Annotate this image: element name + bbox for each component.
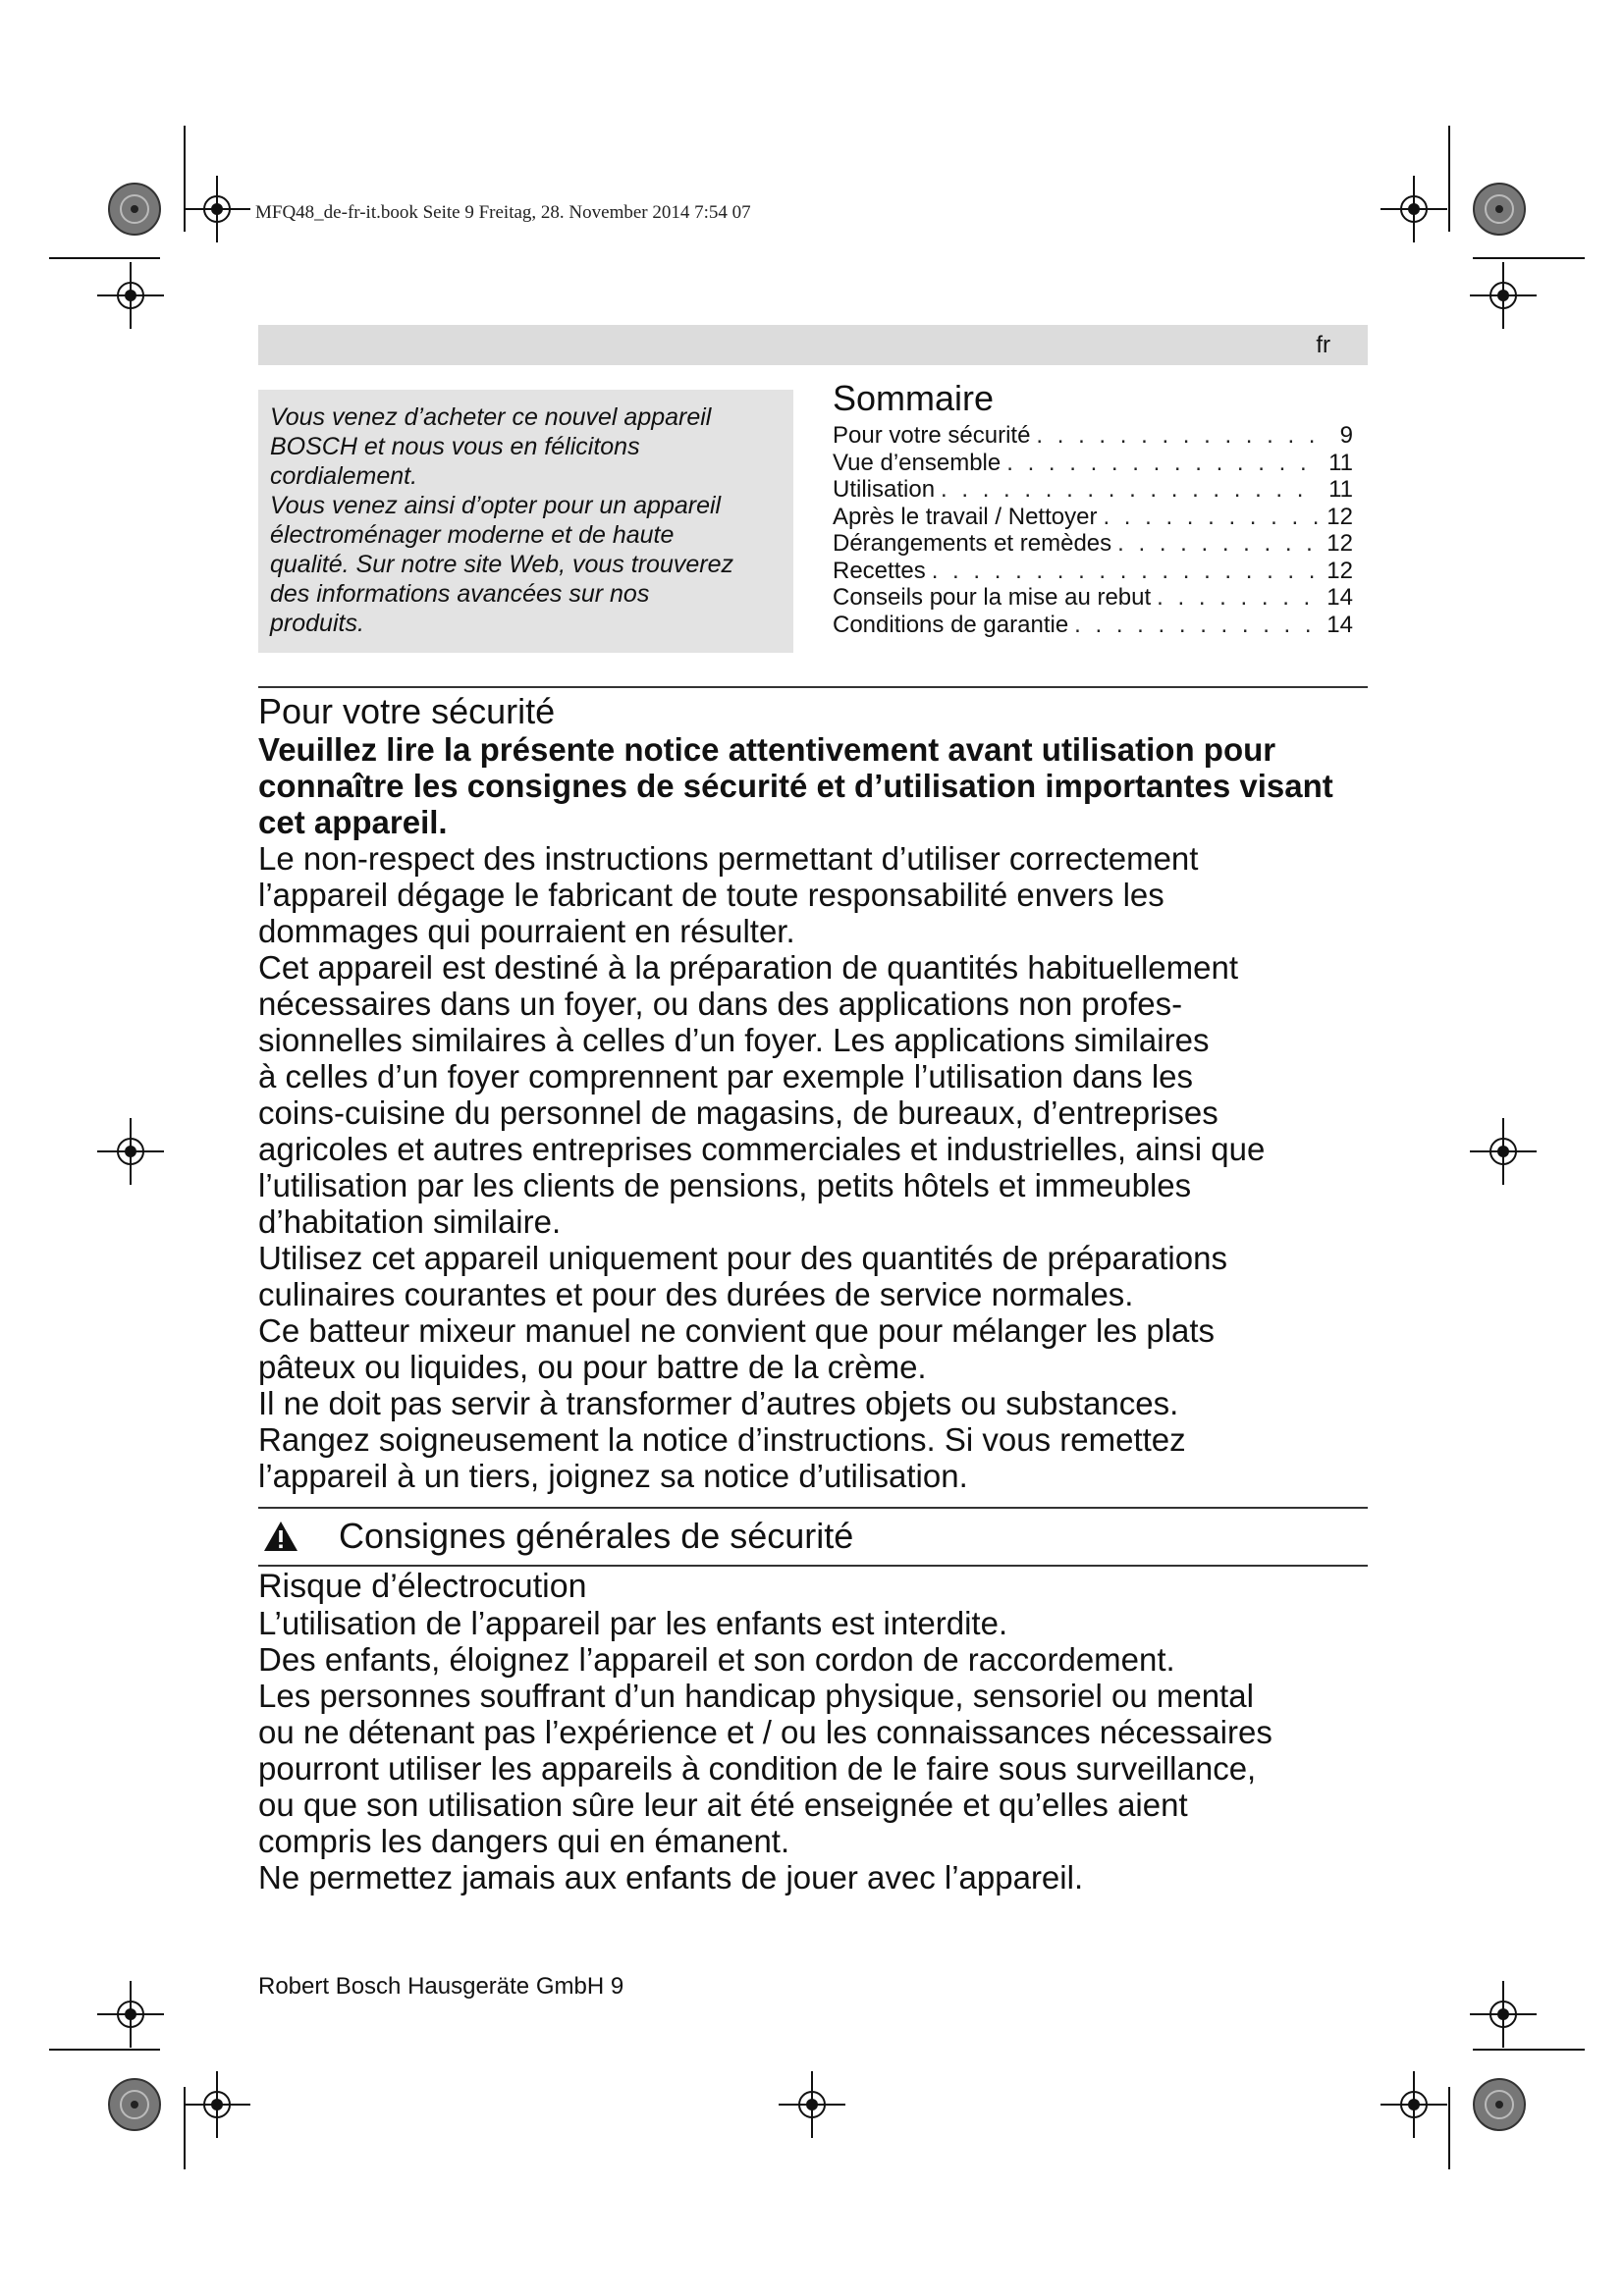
table-of-contents [833, 377, 1353, 638]
safety-body-line: Rangez soigneusement la notice d’instructions. Si vous remettez [258, 1421, 1186, 1458]
section-divider [258, 686, 1368, 688]
electrocution-line: pourront utiliser les appareils à condition de le faire sous surveillance, [258, 1750, 1257, 1787]
toc-item-label: Vue d’ensemble [833, 449, 1001, 476]
toc-leader-dots [1117, 530, 1318, 558]
electrocution-line: Ne permettez jamais aux enfants de jouer avec l’appareil. [258, 1859, 1084, 1896]
toc-leader-dots [1074, 612, 1318, 639]
toc-item-label: Dérangements et remèdes [833, 530, 1112, 557]
toc-item[interactable] [833, 450, 1353, 477]
safety-body-line: Cet appareil est destiné à la préparation de quantités habituellement [258, 949, 1238, 986]
safety-body-line: nécessaires dans un foyer, ou dans des applications non profes- [258, 986, 1183, 1022]
safety-body-line: d’habitation similaire. [258, 1203, 562, 1240]
electrocution-line: Les personnes souffrant d’un handicap physique, sensoriel ou mental [258, 1678, 1254, 1714]
general-safety-heading-row [258, 1512, 1368, 1561]
intro-line: cordialement. [270, 462, 418, 490]
section-divider [258, 1507, 1368, 1509]
electrocution-subheading: Risque d’électrocution [258, 1568, 587, 1605]
intro-line: électroménager moderne et de haute [270, 521, 675, 549]
safety-body-line: Il ne doit pas servir à transformer d’autres objets ou substances. [258, 1385, 1179, 1421]
intro-line: qualité. Sur notre site Web, vous trouverez [270, 551, 733, 578]
toc-item-label: Utilisation [833, 476, 936, 503]
safety-body-line: pâteux ou liquides, ou pour battre de la crème. [258, 1349, 927, 1385]
toc-item[interactable] [833, 422, 1353, 450]
safety-lead-line: Veuillez lire la présente notice attentivement avant utilisation pour [258, 731, 1276, 768]
toc-item-page: 12 [1326, 503, 1353, 530]
safety-body-line: l’appareil à un tiers, joignez sa notice d’utilisation. [258, 1458, 968, 1494]
safety-body-line: sionnelles similaires à celles d’un foyer. Les applications similaires [258, 1022, 1210, 1058]
safety-body-line: l’appareil dégage le fabricant de toute responsabilité envers les [258, 877, 1164, 913]
page-footer: Robert Bosch Hausgeräte GmbH 9 [258, 1973, 624, 2000]
toc-item-page: 11 [1328, 449, 1353, 476]
toc-item-label: Recettes [833, 557, 926, 584]
toc-leader-dots [1036, 422, 1318, 450]
toc-item[interactable] [833, 558, 1353, 585]
electrocution-line: ou que son utilisation sûre leur ait été enseignée et qu’elles aient [258, 1787, 1188, 1823]
electrocution-line: compris les dangers qui en émanent. [258, 1823, 790, 1859]
toc-item-label: Conseils pour la mise au rebut [833, 584, 1152, 611]
intro-box [258, 390, 793, 653]
language-bar [258, 325, 1368, 365]
electrocution-line: L’utilisation de l’appareil par les enfants est interdite. [258, 1605, 1008, 1641]
safety-body-line: Le non-respect des instructions permettant d’utiliser correctement [258, 840, 1199, 877]
electrocution-line: ou ne détenant pas l’expérience et / ou les connaissances nécessaires [258, 1714, 1272, 1750]
safety-body-line: à celles d’un foyer comprennent par exemple l’utilisation dans les [258, 1058, 1194, 1095]
toc-leader-dots [932, 558, 1318, 585]
toc-item-page: 11 [1328, 476, 1353, 503]
electrocution-line: Des enfants, éloignez l’appareil et son cordon de raccordement. [258, 1641, 1175, 1678]
toc-leader-dots [941, 476, 1318, 504]
toc-item[interactable] [833, 530, 1353, 558]
safety-body-line: agricoles et autres entreprises commerciales et industrielles, ainsi que [258, 1131, 1266, 1167]
toc-item-page: 12 [1326, 530, 1353, 557]
safety-section [258, 692, 1368, 1494]
intro-line: BOSCH et nous vous en félicitons [270, 433, 640, 460]
toc-item[interactable] [833, 504, 1353, 531]
intro-line: des informations avancées sur nos [270, 580, 650, 608]
warning-triangle-icon [262, 1520, 299, 1553]
general-safety-heading: Consignes générales de sécurité [339, 1516, 854, 1556]
toc-item-page: 12 [1326, 557, 1353, 584]
safety-lead-line: cet appareil. [258, 804, 448, 840]
toc-title: Sommaire [833, 378, 995, 418]
toc-list [833, 422, 1353, 638]
toc-item-label: Pour votre sécurité [833, 422, 1031, 449]
safety-body-line: coins-cuisine du personnel de magasins, de bureaux, d’entreprises [258, 1095, 1218, 1131]
toc-item-page: 14 [1326, 584, 1353, 611]
print-header: MFQ48_de-fr-it.book Seite 9 Freitag, 28. November 2014 7:54 07 [255, 202, 751, 223]
safety-body-line: culinaires courantes et pour des durées de service normales. [258, 1276, 1134, 1312]
toc-leader-dots [1006, 450, 1318, 477]
toc-item-label: Après le travail / Nettoyer [833, 503, 1098, 530]
section-divider [258, 1565, 1368, 1567]
toc-item[interactable] [833, 476, 1353, 504]
safety-body-line: dommages qui pourraient en résulter. [258, 913, 795, 949]
intro-line: produits. [270, 610, 364, 637]
toc-leader-dots [1103, 504, 1318, 531]
intro-line: Vous venez ainsi d’opter pour un appareil [270, 492, 722, 519]
toc-item-page: 9 [1339, 422, 1353, 449]
safety-body-line: l’utilisation par les clients de pensions, petits hôtels et immeubles [258, 1167, 1192, 1203]
safety-heading: Pour votre sécurité [258, 691, 556, 731]
language-code: fr [1316, 332, 1330, 358]
toc-leader-dots [1157, 584, 1318, 612]
toc-item[interactable] [833, 584, 1353, 612]
safety-body-line: Utilisez cet appareil uniquement pour des quantités de préparations [258, 1240, 1227, 1276]
electrocution-section [258, 1569, 1368, 1896]
toc-item-page: 14 [1326, 611, 1353, 638]
toc-item-label: Conditions de garantie [833, 611, 1069, 638]
intro-line: Vous venez d’acheter ce nouvel appareil [270, 403, 712, 431]
toc-item[interactable] [833, 612, 1353, 639]
safety-body-line: Ce batteur mixeur manuel ne convient que pour mélanger les plats [258, 1312, 1216, 1349]
safety-lead-line: connaître les consignes de sécurité et d’utilisation importantes visant [258, 768, 1333, 804]
